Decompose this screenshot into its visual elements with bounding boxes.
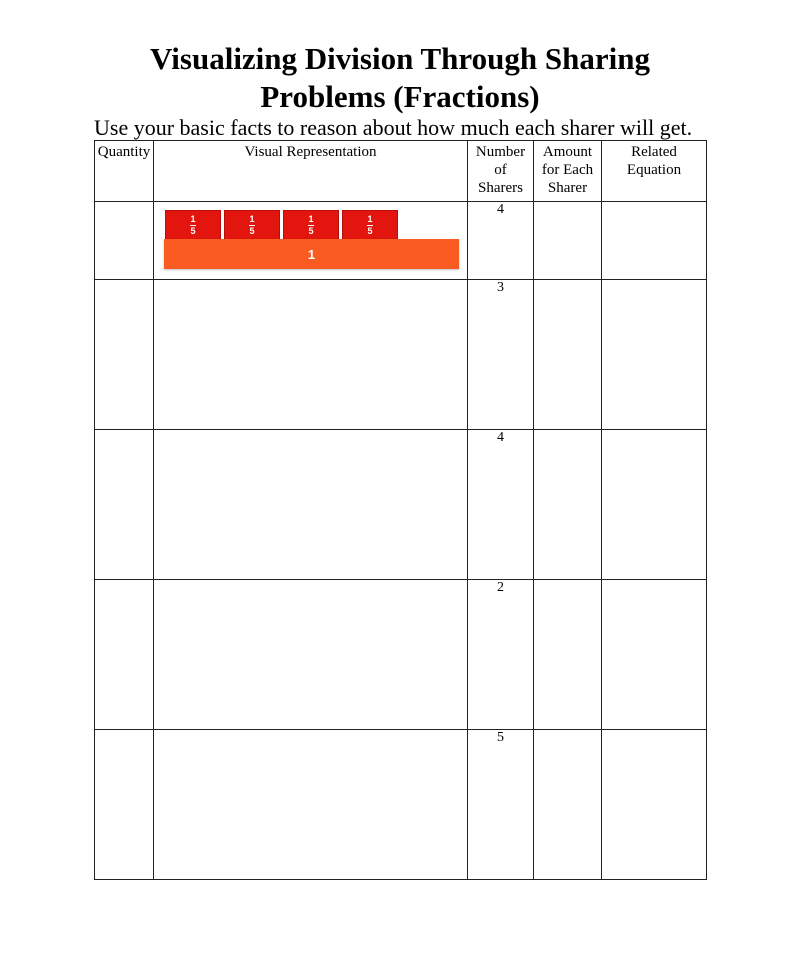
sharers-cell: 3 [468, 280, 534, 430]
visual-representation-cell[interactable] [154, 730, 468, 880]
quantity-cell[interactable] [95, 430, 154, 580]
whole-strip: 1 [164, 239, 459, 269]
title-line-1: Visualizing Division Through Sharing [150, 41, 650, 76]
quantity-cell[interactable] [95, 730, 154, 880]
table-row [95, 202, 707, 280]
unit-fraction-tile: 1 5 [283, 210, 339, 240]
sharing-table [94, 140, 707, 880]
table-row [95, 580, 707, 730]
sharers-cell: 4 [468, 430, 534, 580]
quantity-cell[interactable] [95, 202, 154, 280]
amount-cell[interactable] [534, 430, 602, 580]
equation-cell[interactable] [602, 430, 707, 580]
equation-cell[interactable] [602, 202, 707, 280]
equation-cell[interactable] [602, 280, 707, 430]
visual-representation-cell[interactable] [154, 430, 468, 580]
equation-cell[interactable] [602, 580, 707, 730]
title-line-2: Problems (Fractions) [260, 79, 540, 114]
visual-representation-cell [154, 202, 468, 280]
visual-representation-cell[interactable] [154, 280, 468, 430]
header-number-of-sharers: Number of Sharers [468, 141, 534, 202]
equation-cell[interactable] [602, 730, 707, 880]
amount-cell[interactable] [534, 280, 602, 430]
table-row [95, 730, 707, 880]
sharers-cell: 5 [468, 730, 534, 880]
unit-fraction-tile: 1 5 [342, 210, 398, 240]
visual-representation-cell[interactable] [154, 580, 468, 730]
amount-cell[interactable] [534, 580, 602, 730]
table-row [95, 280, 707, 430]
page-title [0, 40, 800, 116]
header-row [95, 141, 707, 202]
header-visual-representation: Visual Representation [154, 141, 468, 202]
amount-cell[interactable] [534, 730, 602, 880]
header-related-equation: Related Equation [602, 141, 707, 202]
quantity-cell[interactable] [95, 280, 154, 430]
unit-fraction-tile: 1 5 [165, 210, 221, 240]
header-amount-for-each-sharer: Amount for Each Sharer [534, 141, 602, 202]
quantity-cell[interactable] [95, 580, 154, 730]
header-quantity: Quantity [95, 141, 154, 202]
instructions: Use your basic facts to reason about how much each sharer will get. [94, 115, 693, 140]
unit-fraction-tile: 1 5 [224, 210, 280, 240]
table-row [95, 430, 707, 580]
sharers-cell: 2 [468, 580, 534, 730]
sharers-cell: 4 [468, 202, 534, 280]
amount-cell[interactable] [534, 202, 602, 280]
